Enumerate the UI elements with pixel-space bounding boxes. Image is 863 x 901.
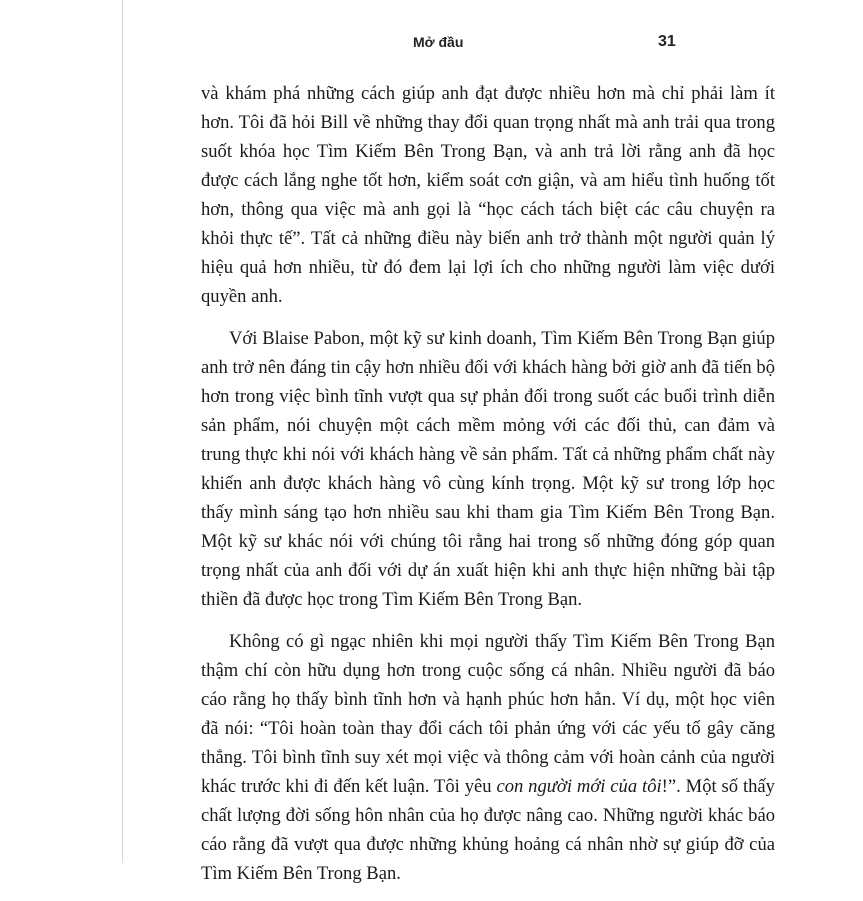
running-head xyxy=(123,30,863,56)
paragraph-1: và khám phá những cách giúp anh đạt được nhiều hơn mà chỉ phải làm ít hơn. Tôi đã hỏi Bill về những thay đổi quan trọng nhất mà anh trải qua trong suốt khóa học Tìm Kiếm Bên Trong Bạn, và anh trả lời rằng anh đã học được cách lắng nghe tốt hơn, kiểm soát cơn giận, và am hiểu tình huống tốt hơn, thông qua việc mà anh gọi là “học cách tách biệt các câu chuyện ra khỏi thực tế”. Tất cả những điều này biến anh trở thành một người quản lý hiệu quả hơn nhiều, từ đó đem lại lợi ích cho những người làm việc dưới quyền anh. xyxy=(201,83,775,307)
paragraph-3-part-1: Không có gì ngạc nhiên khi mọi người thấy Tìm Kiếm Bên Trong Bạn thậm chí còn hữu dụng hơn trong cuộc sống cá nhân. Nhiều người đã báo cáo rằng họ thấy bình tĩnh hơn và hạnh phúc hơn hẳn. Ví dụ, một học viên đã nói: “Tôi hoàn toàn thay đổi cách tôi phản ứng với các yếu tố gây căng thẳng. Tôi bình tĩnh suy xét mọi việc và thông cảm với hoàn cảnh của người khác trước khi đi đến kết luận. Tôi yêu xyxy=(201,631,775,797)
book-page xyxy=(122,0,863,884)
page-number: 31 xyxy=(658,33,676,50)
paragraph-3 xyxy=(201,627,775,888)
paragraph-2: Với Blaise Pabon, một kỹ sư kinh doanh, Tìm Kiếm Bên Trong Bạn giúp anh trở nên đáng tin cậy hơn nhiều đối với khách hàng bởi giờ anh đã tiến bộ hơn trong việc bình tĩnh vượt qua sự phản đối trong suốt các buổi trình diễn sản phẩm, nói chuyện một cách mềm mỏng với các đối thủ, can đảm và trung thực khi nói với khách hàng về sản phẩm. Tất cả những phẩm chất này khiến anh được khách hàng vô cùng kính trọng. Một kỹ sư trong lớp học thấy mình sáng tạo hơn nhiều sau khi tham gia Tìm Kiếm Bên Trong Bạn. Một kỹ sư khác nói với chúng tôi rằng hai trong số những đóng góp quan trọng nhất của anh đối với dự án xuất hiện khi anh thực hiện những bài tập thiền đã được học trong Tìm Kiếm Bên Trong Bạn. xyxy=(201,328,775,610)
chapter-title: Mở đầu xyxy=(413,34,464,50)
paragraph-3-italic: con người mới của tôi xyxy=(496,776,662,797)
paragraph-3-part-2: !”. Một số thấy chất lượng đời sống hôn nhân của họ được nâng cao. Những người khác báo cáo rằng đã vượt qua được những khủng hoảng cá nhân nhờ sự giúp đỡ của Tìm Kiếm Bên Trong Bạn. xyxy=(201,776,775,884)
body-text xyxy=(201,79,775,901)
